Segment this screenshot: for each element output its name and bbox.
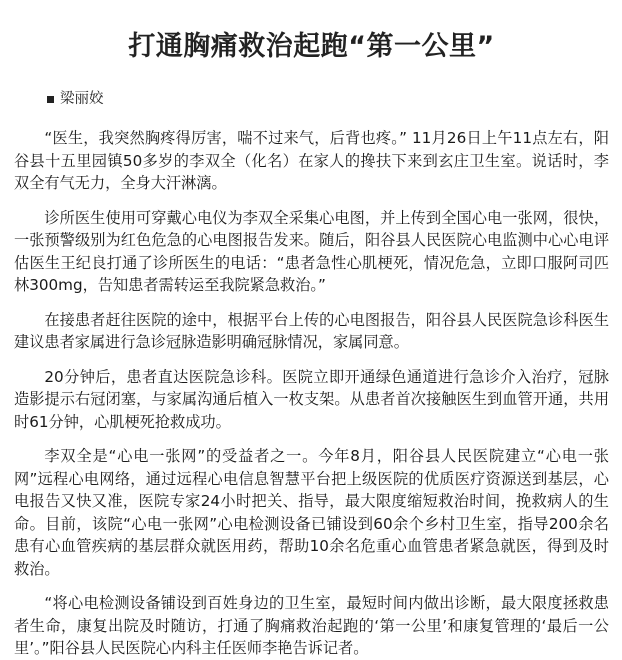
article-body [14,127,609,660]
byline [47,89,609,109]
author-name: 梁丽姣 [60,91,104,107]
paragraph-2: 诊所医生使用可穿戴心电仪为李双全采集心电图，并上传到全国心电一张网，很快，一张预警级别为红色危急的心电图报告发来。随后，阳谷县人民医院心电监测中心心电评估医生王纪良打通了诊所医生的电话：“患者急性心肌梗死，情况危急，立即口服阿司匹林300mg，告知患者需转运至我院紧急救治。” [14,208,609,294]
article-title: 打通胸痛救治起跑“第一公里” [128,31,495,62]
paragraph-4: 20分钟后，患者直达医院急诊科。医院立即开通绿色通道进行急诊介入治疗，冠脉造影提示右冠闭塞，与家属沟通后植入一枚支架。从患者首次接触医生到血管开通，共用时61分钟，心肌梗死抢救成功。 [14,367,609,431]
paragraph-5: 李双全是“心电一张网”的受益者之一。今年8月，阳谷县人民医院建立“心电一张网”远程心电网络，通过远程心电信息智慧平台把上级医院的优质医疗资源送到基层，心电报告又快又准，医院专家24小时把关、指导，最大限度缩短救治时间，挽救病人的生命。目前，该院“心电一张网”心电检测设备已铺设到60余个乡村卫生室，指导200余名患有心血管疾病的基层群众就医用药，帮助10余名危重心血管患者紧急就医，得到及时救治。 [14,447,609,578]
paragraph-6: “将心电检测设备铺设到百姓身边的卫生室，最短时间内做出诊断，最大限度拯救患者生命，康复出院及时随访，打通了胸痛救治起跑的‘第一公里’和康复管理的‘最后一公里’。”阳谷县人民医院心内科主任医师李艳告诉记者。 [14,594,609,657]
paragraph-3: 在接患者赶往医院的途中，根据平台上传的心电图报告，阳谷县人民医院急诊科医生建议患者家属进行急诊冠脉造影明确冠脉情况，家属同意。 [14,310,609,351]
paragraph-1: “医生，我突然胸疼得厉害，喘不过来气，后背也疼。” 11月26日上午11点左右，阳谷县十五里园镇50多岁的李双全（化名）在家人的搀扶下来到玄庄卫生室。说话时，李双全有气无力，全身大汗淋漓。 [14,129,609,192]
bullet-square-icon [47,96,54,103]
